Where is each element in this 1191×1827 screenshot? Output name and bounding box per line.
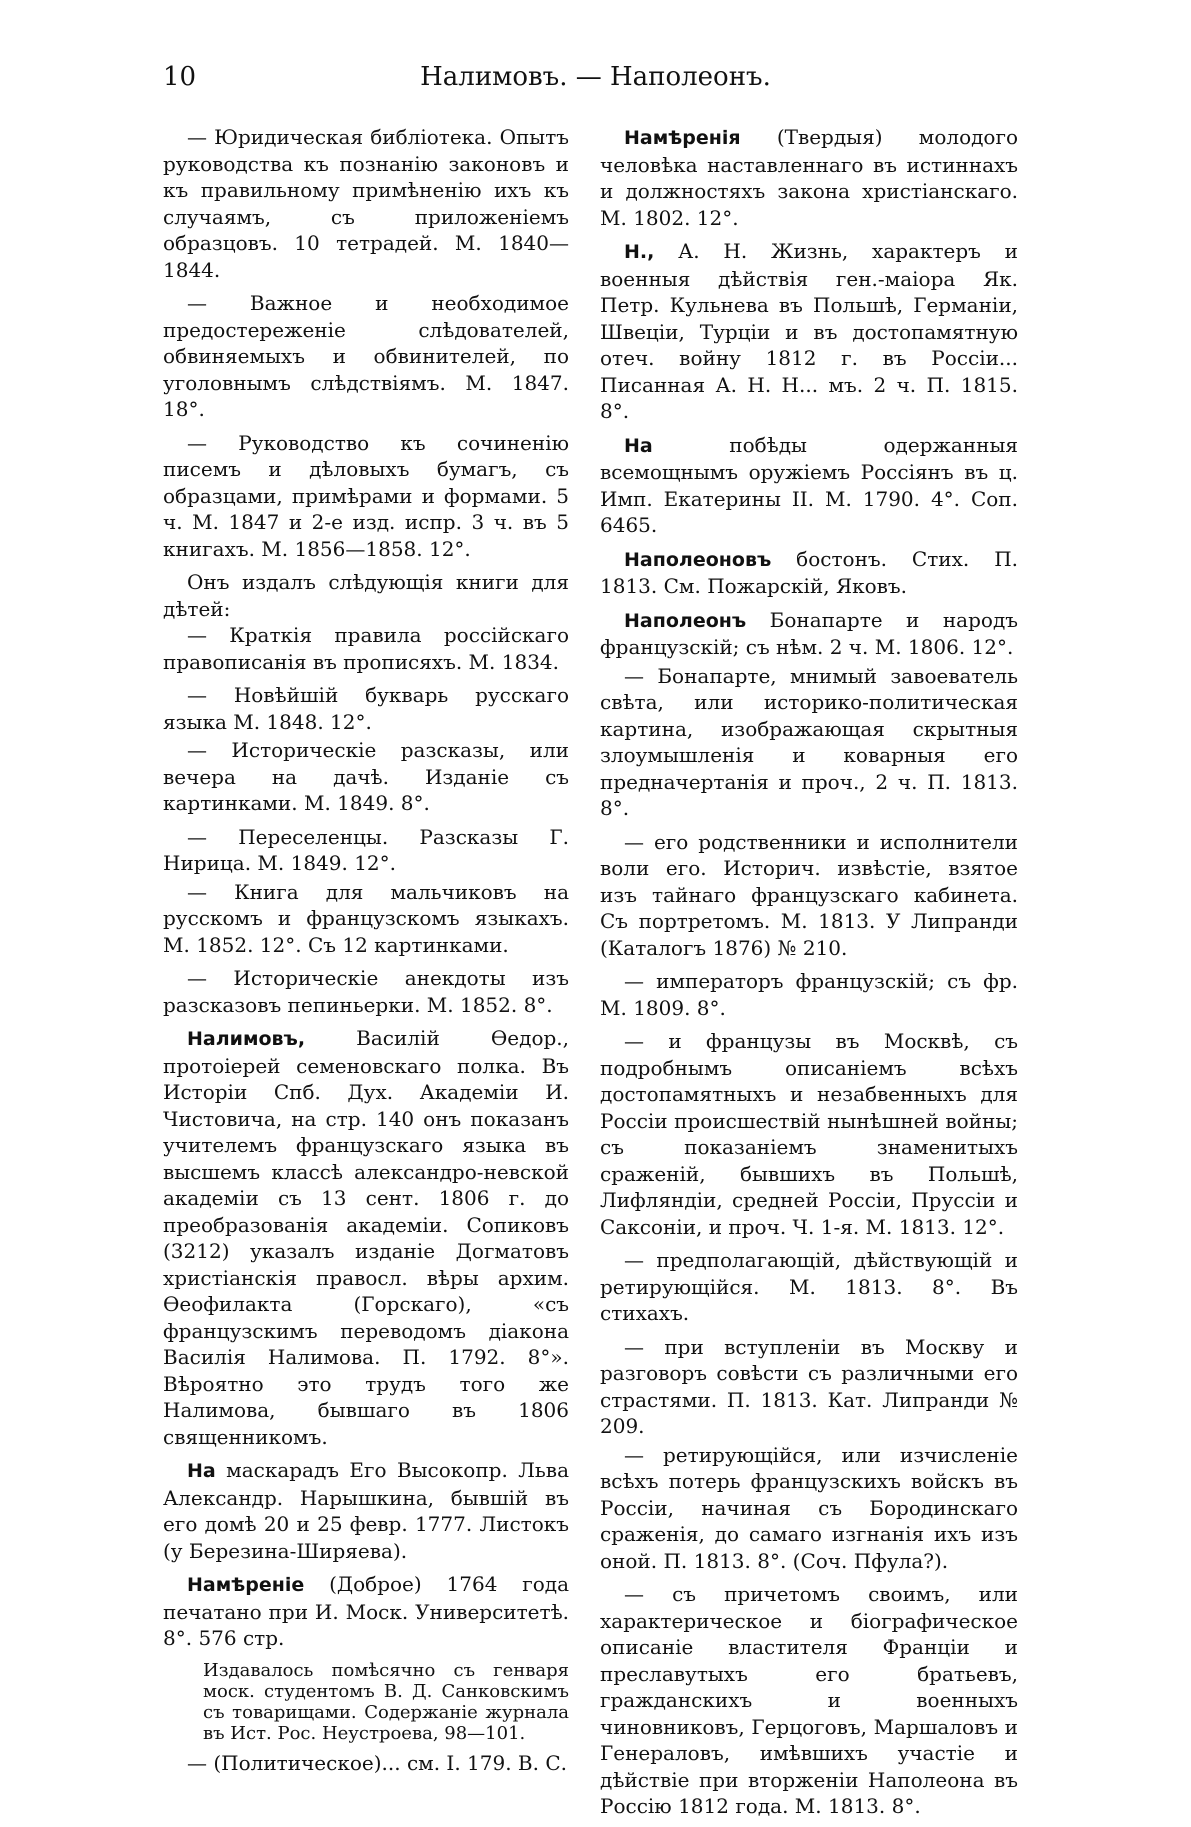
headword: На — [187, 1460, 216, 1482]
entry-text: Василій Ѳедор., протоіерей семеновскаго полка. Въ Исторіи Спб. Дух. Академіи И. Чистовича, на стр. 140 онъ показанъ учителемъ французскаго языка въ высшемъ классѣ александро-невской академіи съ 13 сент. 1806 г. до преобразованія академіи. Сопиковъ (3212) указалъ изданіе Догматовъ христіанскія правосл. вѣры архим. Ѳеофилакта (Горскаго), «съ французскимъ переводомъ діакона Василія Налимова. П. 1792. 8°». Вѣроятно это трудъ того же Налимова, бывшаго въ 1806 священникомъ. — [163, 1026, 569, 1449]
headword: Н., — [624, 241, 655, 263]
entry: — Историческіе разсказы, или вечера на дачѣ. Изданіе съ картинками. М. 1849. 8°. — [163, 738, 569, 815]
entry: — Краткія правила россійскаго правописанія въ прописяхъ. М. 1834. — [163, 623, 569, 674]
entry: Онъ издалъ слѣдующія книги для дѣтей: — [163, 570, 569, 621]
entry-napoleon — [600, 607, 1018, 661]
headword: Намѣренія — [624, 127, 741, 149]
entry: — Историческіе анекдоты изъ разсказовъ пепиньерки. М. 1852. 8°. — [163, 966, 569, 1017]
entry: — Новѣйшій букварь русскаго языка М. 1848. 12°. — [163, 683, 569, 734]
footnote: Издавалось помѣсячно съ генваря моск. студентомъ В. Д. Санковскимъ съ товарищами. Содержаніе журнала въ Ист. Рос. Неустроева, 98—101. — [203, 1659, 569, 1744]
entry-text: побѣды одержанныя всемощнымъ оружіемъ Россіянъ въ ц. Имп. Екатерины II. М. 1790. 4°. Соп. 6465. — [600, 432, 1018, 537]
headword: Налимовъ, — [187, 1028, 306, 1050]
entry-text: (Доброе) 1764 года печатано при И. Моск. Университетѣ. 8°. 576 стр. — [163, 1572, 569, 1650]
entry-namerenie — [163, 1571, 569, 1652]
headword: Наполеоновъ — [624, 548, 772, 571]
entry-text: маскарадъ Его Высокопр. Льва Александр. Нарышкина, бывшій въ его домѣ 20 и 25 февр. 1777. Листокъ (у Березина-Ширяева). — [163, 1458, 569, 1563]
right-column — [600, 124, 1018, 1827]
entry-na-maskarad — [163, 1457, 569, 1564]
entry: — ретирующійся, или изчисленіе всѣхъ потерь французскихъ войскъ въ Россіи, начиная съ Бородинскаго сраженія, до самаго изгнанія ихъ изъ оной. П. 1813. 8°. (Соч. Пфула?). — [600, 1442, 1018, 1573]
entry: — Бонапарте, мнимый завоеватель свѣта, или историко-политическая картина, изображающая скрытныя злоумышленія и коварныя его предначертанія и проч., 2 ч. П. 1813. 8°. — [600, 663, 1018, 820]
entry-text: бостонъ. Стих. П. 1813. См. Пожарскій, Яковъ. — [600, 546, 1018, 598]
headword: Наполеонъ — [624, 609, 747, 632]
entry: — его родственники и исполнители воли его. Историч. извѣстіе, взятое изъ тайнаго французскаго кабинета. Съ портретомъ. М. 1813. У Липранди (Каталогъ 1876) № 210. — [600, 829, 1018, 960]
entry-text: А. Н. Жизнь, характеръ и военныя дѣйствія ген.-маіора Як. Петр. Кульнева въ Польшѣ, Германіи, Швеціи, Турціи и въ достопамятную отеч. войну 1812 г. въ Россіи... Писанная А. Н. Н... мъ. 2 ч. П. 1815. 8°. — [600, 239, 1018, 423]
page-number: 10 — [163, 62, 197, 92]
entry: — Книга для мальчиковъ на русскомъ и французскомъ языкахъ. М. 1852. 12°. Съ 12 картинками. — [163, 879, 569, 957]
headword: Намѣреніе — [187, 1574, 305, 1596]
entry-text: Бонапарте и народъ французскій; съ нѣм. 2 ч. М. 1806. 12°. — [600, 607, 1018, 659]
entry-n-a-n — [600, 238, 1018, 425]
entry: — императоръ французскій; съ фр. М. 1809. 8°. — [600, 969, 1018, 1020]
entry-nalimov — [163, 1025, 569, 1450]
entry-napoleonov — [600, 546, 1018, 600]
entry: — съ причетомъ своимъ, или характерическое и біографическое описаніе властителя Франціи и преславутыхъ его братьевъ, гражданскихъ и военныхъ чиновниковъ, Герцоговъ, Маршаловъ и Генераловъ, имѣвшихъ участіе и дѣйствіе при вторженіи Наполеона въ Россію 1812 года. М. 1813. 8°. — [600, 1582, 1018, 1818]
entry: — Руководство къ сочиненію писемъ и дѣловыхъ бумагъ, съ образцами, примѣрами и формами. 5 ч. М. 1847 и 2-е изд. испр. 3 ч. въ 5 книгахъ. М. 1856—1858. 12°. — [163, 430, 569, 561]
headword: На — [624, 434, 653, 457]
entry: — и французы въ Москвѣ, съ подробнымъ описаніемъ всѣхъ достопамятныхъ и незабвенныхъ для Россіи происшествій нынѣшней войны; съ показаніемъ знаменитыхъ сраженій, бывшихъ въ Польшѣ, Лифляндіи, средней Россіи, Пруссіи и Саксоніи, и проч. Ч. 1-я. М. 1813. 12°. — [600, 1029, 1018, 1239]
running-head: Налимовъ. — Наполеонъ. — [420, 62, 771, 92]
entry: — предполагающій, дѣйствующій и ретирующійся. М. 1813. 8°. Въ стихахъ. — [600, 1248, 1018, 1325]
entry: — (Политическое)... см. I. 179. В. С. — [187, 1750, 567, 1775]
entry: — Важное и необходимое предостереженіе слѣдователей, обвиняемыхъ и обвинителей, по уголовнымъ слѣдствіямъ. М. 1847. 18°. — [163, 291, 569, 421]
entry: — Юридическая библіотека. Опытъ руководства къ познанію законовъ и къ правильному примѣненію ихъ къ случаямъ, съ приложеніемъ образцовъ. 10 тетрадей. М. 1840—1844. — [163, 125, 569, 282]
entry: — при вступленіи въ Москву и разговоръ совѣсти съ различными его страстями. П. 1813. Кат. Липранди № 209. — [600, 1334, 1018, 1438]
entry-na-pobedy — [600, 432, 1018, 539]
entry-text: (Твердыя) молодого человѣка наставленнаго въ истиннахъ и должностяхъ закона христіанскаго. М. 1802. 12°. — [600, 125, 1018, 230]
left-column — [163, 124, 569, 1783]
entry-namereniya — [600, 124, 1018, 231]
entry: — Переселенцы. Разсказы Г. Нирица. М. 1849. 12°. — [163, 824, 569, 875]
